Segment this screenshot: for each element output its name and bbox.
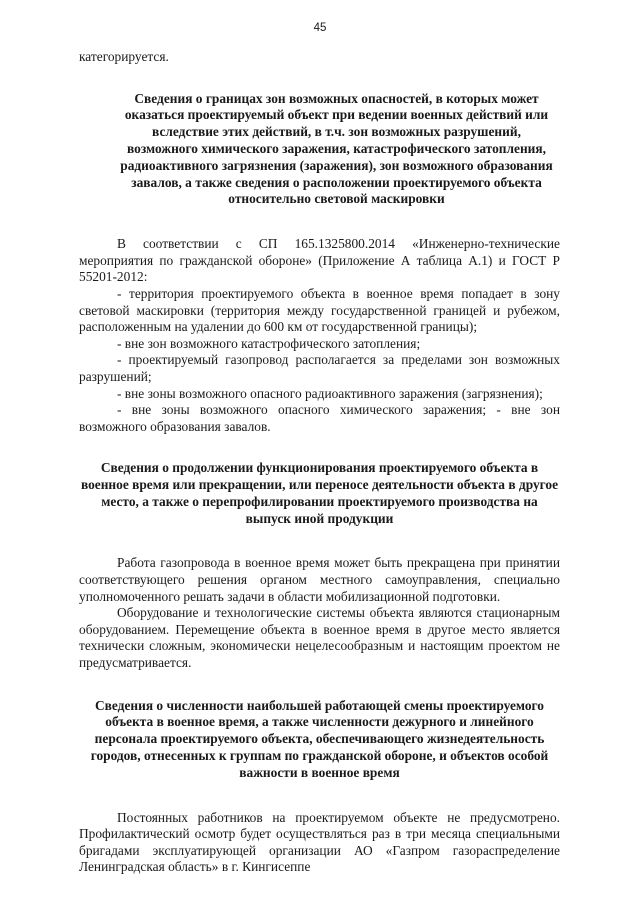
- continuation-text: категорируется.: [79, 49, 169, 64]
- operation-paragraph: Работа газопровода в военное время может быть прекращена при принятии соответствующего решения органом местного самоуправления, специально уполномоченного решать задачи в области мобилизационной подготовки.: [79, 555, 560, 604]
- section-heading-operation: Сведения о продолжении функционирования проектируемого объекта в военное время или прекращении, или переносе деятельности объекта в другое место, а также о перепрофилировании проектируемого производства на выпуск иной продукции: [80, 460, 559, 526]
- page-body: [79, 49, 560, 876]
- boundaries-list-item: - проектируемый газопровод располагается за пределами зон возможных разрушений;: [79, 352, 560, 384]
- boundaries-lead-paragraph: В соответствии с СП 165.1325800.2014 «Инженерно-технические мероприятия по гражданской обороне» (Приложение А таблица А.1) и ГОСТ Р 55201-2012:: [79, 236, 560, 285]
- boundaries-list-item: - вне зон возможного катастрофического затопления;: [117, 335, 421, 351]
- page-number: 45: [313, 22, 327, 34]
- section-heading-boundaries: Сведения о границах зон возможных опасностей, в которых может оказаться проектируемый объект при ведении военных действий или вследствие этих действий, в т.ч. зон возможных разрушений, возможного химического заражения, катастрофического затопления, радиоактивного загрязнения (заражения), зон возможного образования завалов, а также сведения о расположении проектируемого объекта относительно световой маскировки: [120, 90, 553, 207]
- boundaries-list-item: - вне зоны возможного опасного радиоактивного заражения (загрязнения);: [117, 385, 543, 401]
- operation-paragraph: Оборудование и технологические системы объекта являются стационарным оборудованием. Перемещение объекта в военное время в другое место является технически сложным, экономически нецелесообразным и настоящим проектом не предусматривается.: [79, 605, 560, 671]
- boundaries-list-item: - вне зоны возможного опасного химического заражения; - вне зон возможного образования завалов.: [79, 402, 560, 434]
- section-heading-staff: Сведения о численности наибольшей работающей смены проектируемого объекта в военное время, а также численности дежурного и линейного персонала проектируемого объекта, обеспечивающего жизнедеятельность городов, отнесенных к группам по гражданской обороне, и объектов особой важности в военное время: [90, 697, 549, 780]
- staff-paragraph: Постоянных работников на проектируемом объекте не предусмотрено. Профилактический осмотр будет осуществляться раз в три месяца специальными бригадами эксплуатирующей организации АО «Газпром газораспределение Ленинградская область» в г. Кингисеппе: [79, 809, 560, 875]
- boundaries-list-item: - территория проектируемого объекта в военное время попадает в зону световой маскировки (территория между государственной границей и рубежом, расположенным на удалении до 600 км от государственной границы);: [79, 285, 560, 335]
